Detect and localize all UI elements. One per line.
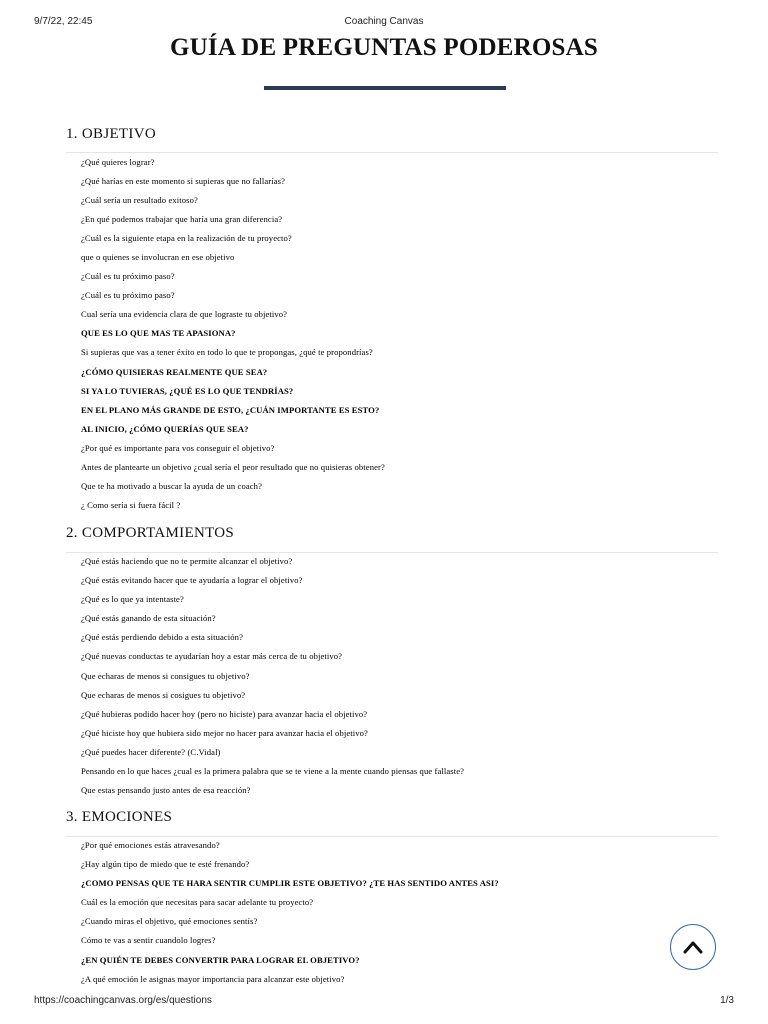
question-list-objetivo	[81, 153, 385, 516]
scroll-to-top-button[interactable]	[670, 924, 716, 970]
question-item: ¿Cuál es tu próximo paso?	[81, 271, 175, 282]
question-item: Cuál es la emoción que necesitas para sacar adelante tu proyecto?	[81, 897, 314, 908]
print-page-number: 1/3	[720, 995, 734, 1006]
question-item: ¿Por qué es importante para vos conseguir el objetivo?	[81, 442, 275, 453]
print-url: https://coachingcanvas.org/es/questions	[34, 995, 212, 1006]
question-item: Antes de plantearte un objetivo ¿cual sería el peor resultado que no quisieras obtener?	[81, 462, 385, 472]
question-item: ¿Qué estás ganando de esta situación?	[81, 613, 216, 624]
question-list-comportamientos	[81, 552, 464, 800]
section-heading-comportamientos: 2. COMPORTAMIENTOS	[66, 525, 235, 541]
question-item: ¿EN QUIÉN TE DEBES CONVERTIR PARA LOGRAR EL OBJETIVO?	[81, 954, 360, 965]
question-item: ¿Qué puedes hacer diferente? (C.Vidal)	[81, 746, 221, 757]
question-item: QUE ES LO QUE MAS TE APASIONA?	[81, 328, 236, 339]
question-item: ¿CÓMO QUISIERAS REALMENTE QUE SEA?	[81, 366, 268, 377]
question-item: ¿Por qué emociones estás atravesando?	[81, 840, 220, 850]
question-item: ¿Qué estás perdiendo debido a esta situación?	[81, 632, 243, 643]
question-item: Si supieras que vas a tener éxito en todo lo que te propongas, ¿qué te propondrías?	[81, 347, 373, 358]
question-item: Cual sería una evidencia clara de que lograste tu objetivo?	[81, 309, 288, 320]
question-item: ¿COMO PENSAS QUE TE HARA SENTIR CUMPLIR ESTE OBJETIVO? ¿TE HAS SENTIDO ANTES ASI?	[81, 878, 499, 889]
question-item: AL INICIO, ¿CÓMO QUERÍAS QUE SEA?	[81, 423, 249, 434]
question-item: ¿Qué estás evitando hacer que te ayudaría a lograr el objetivo?	[81, 575, 303, 586]
title-divider	[264, 86, 506, 90]
question-item: ¿Cuando miras el objetivo, qué emociones sentís?	[81, 916, 258, 927]
question-item: ¿Qué hiciste hoy que hubiera sido mejor no hacer para avanzar hacia el objetivo?	[81, 727, 368, 738]
question-item: ¿Cuál es tu próximo paso?	[81, 290, 175, 301]
question-item: ¿Cuál sería un resultado exitoso?	[81, 194, 198, 205]
print-header	[0, 16, 768, 30]
question-item: Que te ha motivado a buscar la ayuda de un coach?	[81, 481, 262, 492]
question-item: ¿En qué podemos trabajar que haría una gran diferencia?	[81, 213, 283, 224]
question-item: Que echaras de menos si consigues tu objetivo?	[81, 670, 250, 681]
question-item: ¿Hay algún tipo de miedo que te esté frenando?	[81, 859, 250, 870]
question-item: ¿Qué quieres lograr?	[81, 156, 155, 167]
question-item: Que estas pensando justo antes de esa reacción?	[81, 785, 251, 796]
question-item: ¿ Como sería si fuera fácil ?	[81, 500, 181, 511]
question-item: Que echaras de menos si cosigues tu objetivo?	[81, 689, 246, 700]
question-item: ¿Qué estás haciendo que no te permite alcanzar el objetivo?	[81, 556, 293, 566]
question-list-emociones	[81, 836, 499, 989]
section-heading-objetivo: 1. OBJETIVO	[66, 126, 156, 142]
print-footer	[0, 995, 768, 1009]
question-item: EN EL PLANO MÁS GRANDE DE ESTO, ¿CUÁN IMPORTANTE ES ESTO?	[81, 404, 380, 415]
print-page-title: Coaching Canvas	[344, 16, 424, 27]
question-item: SI YA LO TUVIERAS, ¿QUÉ ES LO QUE TENDRÍAS?	[81, 385, 294, 396]
question-item: ¿Qué hubieras podido hacer hoy (pero no hiciste) para avanzar hacia el objetivo?	[81, 708, 368, 719]
question-item: ¿Qué harías en este momento si supieras que no fallarías?	[81, 175, 286, 186]
chevron-up-icon	[683, 940, 703, 954]
question-item: que o quienes se involucran en ese objetivo	[81, 251, 235, 262]
print-datetime: 9/7/22, 22:45	[34, 16, 93, 27]
question-item: ¿Qué nuevas conductas te ayudarían hoy a estar más cerca de tu objetivo?	[81, 651, 343, 662]
question-item: Pensando en lo que haces ¿cual es la primera palabra que se te viene a la mente cuando piensas que fallaste?	[81, 766, 465, 777]
section-heading-emociones: 3. EMOCIONES	[66, 809, 173, 825]
question-item: Cómo te vas a sentir cuandolo logres?	[81, 935, 216, 946]
question-item: ¿Qué es lo que ya intentaste?	[81, 594, 184, 605]
question-item: ¿Cuál es la siguiente etapa en la realización de tu proyecto?	[81, 232, 292, 243]
page-title: GUÍA DE PREGUNTAS PODEROSAS	[170, 34, 598, 61]
question-item: ¿A qué emoción le asignas mayor importancia para alcanzar este objetivo?	[81, 973, 345, 984]
